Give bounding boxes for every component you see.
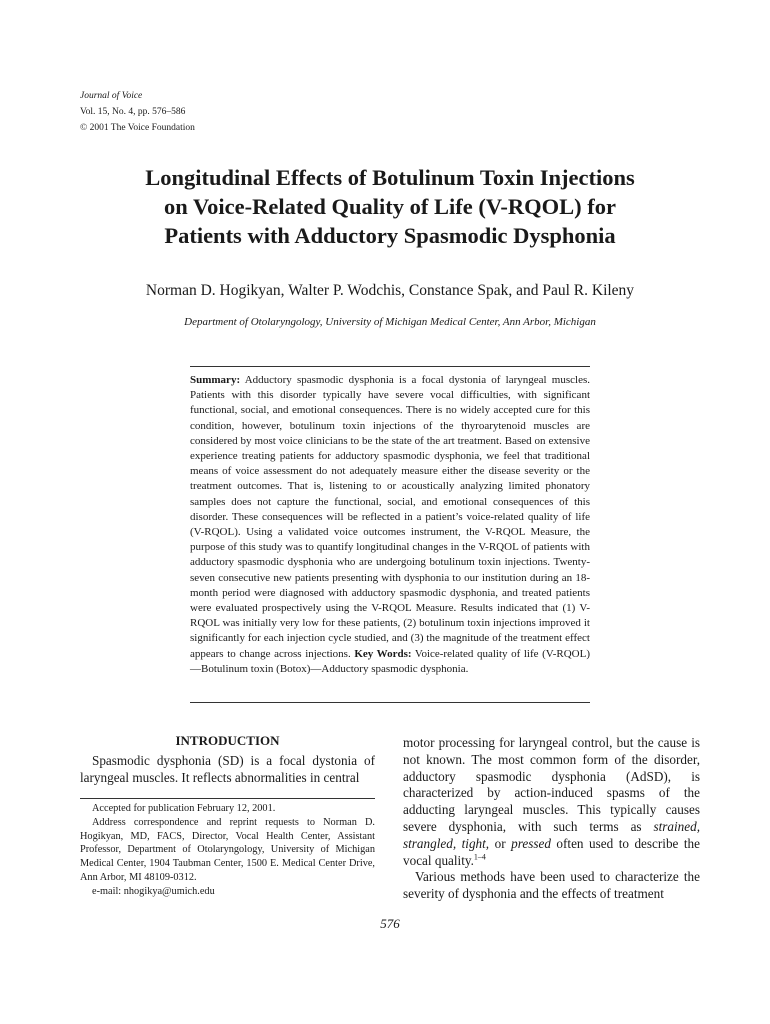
p1-term-2: pressed <box>511 835 551 851</box>
title-line-3: Patients with Adductory Spasmodic Dysphonia <box>164 223 616 248</box>
abstract <box>190 373 590 677</box>
p1-text-b: often used to describe the vocal quality. <box>403 835 701 868</box>
intro-left-paragraph: Spasmodic dysphonia (SD) is a focal dystonia of laryngeal muscles. It reflects abnormalities in central <box>80 753 375 785</box>
p1-or: or <box>489 835 512 851</box>
section-heading-introduction: INTRODUCTION <box>175 733 280 748</box>
intro-right-paragraph-1 <box>403 735 700 869</box>
summary-text: Adductory spasmodic dysphonia is a focal dystonia of laryngeal muscles. Patients with this disorder typically have severe vocal difficulties, with significant functional, social, and emotional consequences. There is no widely accepted cure for this condition, however, botulinum toxin injections of the thyroarytenoid muscles are considered by most voice clinicians to be the state of the art treatment. Based on extensive experience treating patients for adductory spasmodic dysphonia, we feel that traditional means of voice assessment do not adequately measure either the disease severity or the treatment outcomes. That is, listening to or acoustically analyzing limited phonatory samples does not capture the functional, social, and emotional consequences of this disorder. These consequences will be reflected in a patient’s voice-related quality of life (V-RQOL). Using a validated voice outcomes instrument, the V-RQOL Measure, the purpose of this study was to quantify longitudinal changes in the V-RQOL of patients with adductory spasmodic dysphonia who are undergoing botulinum toxin injections. Twenty-seven consecutive new patients presenting with dysphonia to our institution during an 18-month period were diagnosed with adductory spasmodic dysphonia, and treated patients were evaluated prospectively using the V-RQOL Measure. Results indicated that (1) V-RQOL was initially very low for these patients, (2) botulinum toxin injections improved it significantly for each injection cycle studied, and (3) the magnitude of the treatment effect appears to change across injections. <box>190 374 590 660</box>
page-number: 576 <box>380 916 400 931</box>
article-title <box>60 163 720 250</box>
title-line-2: on Voice-Related Quality of Life (V-RQOL) for <box>163 194 617 219</box>
summary-label: Summary: <box>190 374 241 386</box>
keywords-text: Voice-related quality of life (V-RQOL)—Botulinum toxin (Botox)—Adductory spasmodic dysphonia. <box>190 647 590 675</box>
footnote-email: e-mail: nhogikya@umich.edu <box>92 885 215 897</box>
author-list: Norman D. Hogikyan, Walter P. Wodchis, Constance Spak, and Paul R. Kileny <box>145 282 635 299</box>
p1-text-a: motor processing for laryngeal control, but the cause is not known. The most common form of the disorder, adductory spasmodic dysphonia (AdSD), is characterized by action-induced spasms of the adducting laryngeal muscles. This typically causes severe dysphonia, with such terms as <box>403 735 700 834</box>
p1-term-1: strained, strangled, tight, <box>403 818 700 851</box>
journal-copyright: © 2001 The Voice Foundation <box>80 123 195 133</box>
journal-name: Journal of Voice <box>80 91 143 101</box>
footnote-address: Address correspondence and reprint requests to Norman D. Hogikyan, MD, FACS, Director, Vocal Health Center, Assistant Professor, Department of Otolaryngology, University of Michigan Medical Center, 1904 Taubman Center, 1500 E. Medical Center Drive, Ann Arbor, MI 48109-0312. <box>80 816 375 883</box>
intro-right-paragraph-2: Various methods have been used to characterize the severity of dysphonia and the effects of treatment <box>403 869 700 902</box>
footnote <box>80 802 375 899</box>
abstract-bottom-rule <box>190 702 590 703</box>
abstract-top-rule <box>190 366 590 367</box>
intro-right-column <box>403 735 700 903</box>
footnote-rule <box>80 798 375 799</box>
p1-reference: 1–4 <box>473 852 486 862</box>
title-line-1: Longitudinal Effects of Botulinum Toxin Injections <box>145 165 635 190</box>
journal-volume: Vol. 15, No. 4, pp. 576–586 <box>80 107 186 117</box>
footnote-accepted: Accepted for publication February 12, 2001. <box>92 803 276 814</box>
journal-info <box>80 88 195 136</box>
affiliation: Department of Otolaryngology, University of Michigan Medical Center, Ann Arbor, Michigan <box>184 316 596 328</box>
keywords-label: Key Words: <box>354 647 412 660</box>
